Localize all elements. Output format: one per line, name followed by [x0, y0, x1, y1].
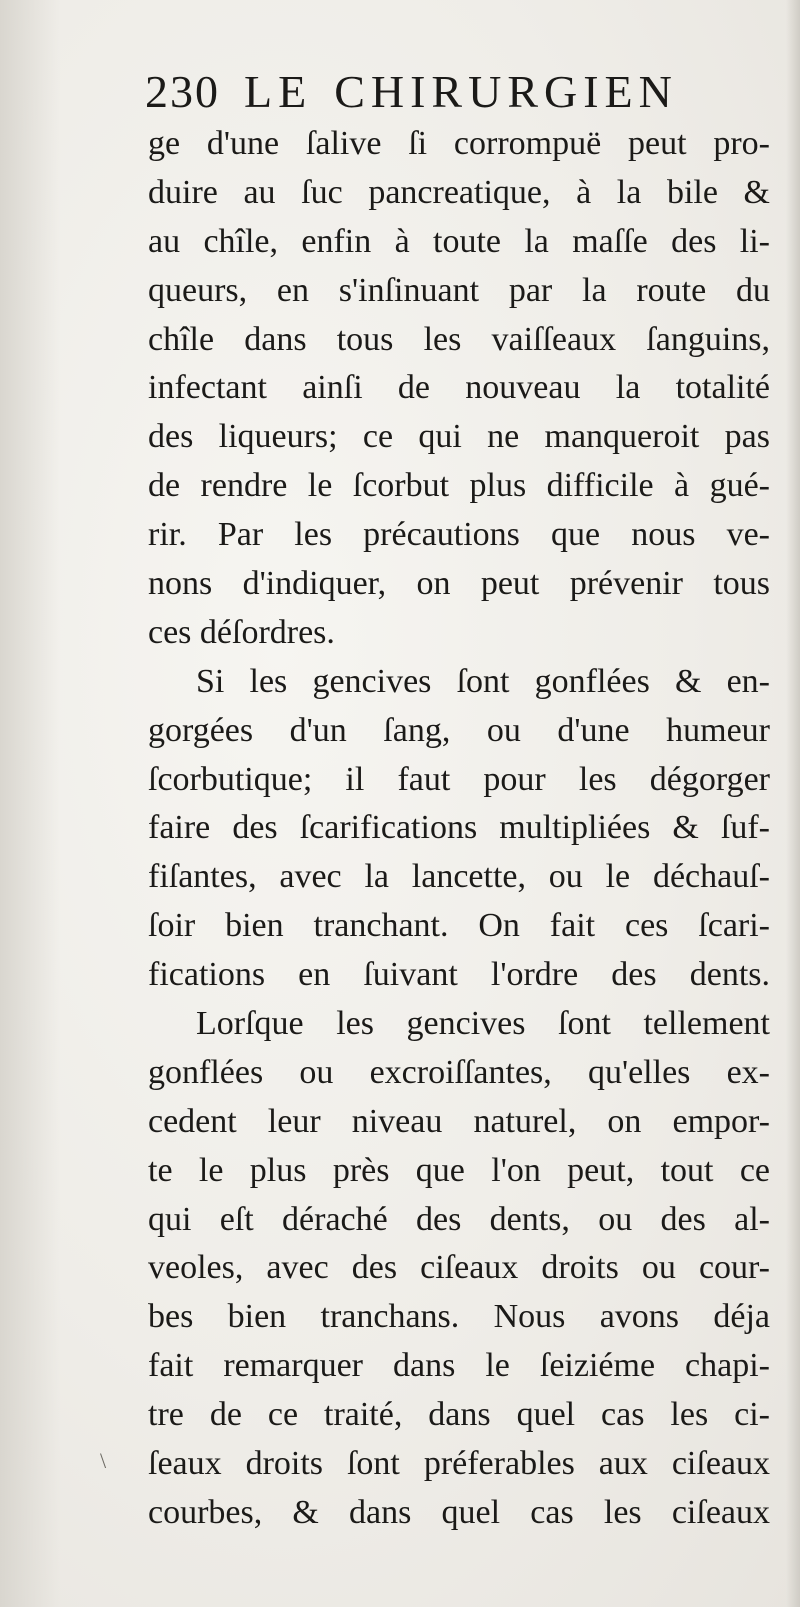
running-head	[145, 64, 785, 120]
text-line: fait remarquer dans le ſeiziéme chapi-	[148, 1347, 770, 1385]
text-line: duire au ſuc pancreatique, à la bile &	[148, 173, 770, 211]
text-line: faire des ſcarifications multipliées & ſuf-	[148, 809, 770, 847]
text-line: gonflées ou excroiſſantes, qu'elles ex-	[148, 1053, 770, 1091]
text-line: au chîle, enfin à toute la maſſe des li-	[148, 222, 770, 260]
text-line: rir. Par les précautions que nous ve-	[148, 516, 770, 554]
text-line: tre de ce traité, dans quel cas les ci-	[148, 1396, 770, 1434]
running-head-word-1: LE	[244, 66, 313, 117]
text-line: ſeaux droits ſont préferables aux ciſeaux	[148, 1445, 770, 1483]
paragraph-start-line: Lorſque les gencives ſont tellement	[196, 1005, 770, 1043]
running-head-word-2: CHIRURGIEN	[334, 66, 678, 117]
gutter-shadow	[0, 0, 60, 1607]
text-line: queurs, en s'inſinuant par la route du	[148, 271, 770, 309]
text-line: ſcorbutique; il faut pour les dégorger	[148, 760, 770, 798]
text-line: te le plus près que l'on peut, tout ce	[148, 1151, 770, 1189]
paragraph-start-line: Si les gencives ſont gonflées & en-	[196, 662, 770, 700]
text-line: nons d'indiquer, on peut prévenir tous	[148, 565, 770, 603]
margin-mark: \	[100, 1448, 107, 1473]
text-line: chîle dans tous les vaiſſeaux ſanguins,	[148, 320, 770, 358]
text-line: qui eſt déraché des dents, ou des al-	[148, 1200, 770, 1238]
text-line: des liqueurs; ce qui ne manqueroit pas	[148, 418, 770, 456]
paragraph-end-line: fications en ſuivant l'ordre des dents.	[148, 956, 770, 994]
text-line: ge d'une ſalive ſi corrompuë peut pro-	[148, 125, 770, 162]
text-line: veoles, avec des ciſeaux droits ou cour-	[148, 1249, 770, 1287]
body-text	[148, 120, 770, 1531]
page-number: 230	[145, 66, 220, 117]
text-line: fiſantes, avec la lancette, ou le déchauſ-	[148, 858, 770, 896]
paragraph-end-line: ces déſordres.	[148, 613, 335, 651]
text-line: infectant ainſi de nouveau la totalité	[148, 369, 770, 407]
text-line: courbes, & dans quel cas les ciſeaux	[148, 1493, 770, 1531]
text-line: gorgées d'un ſang, ou d'une humeur	[148, 711, 770, 749]
text-line: bes bien tranchans. Nous avons déja	[148, 1298, 770, 1336]
text-line: de rendre le ſcorbut plus difficile à gué-	[148, 467, 770, 505]
text-line: ſoir bien tranchant. On fait ces ſcari-	[148, 907, 770, 945]
text-line: cedent leur niveau naturel, on empor-	[148, 1102, 770, 1140]
page-edge-shadow	[786, 0, 800, 1607]
